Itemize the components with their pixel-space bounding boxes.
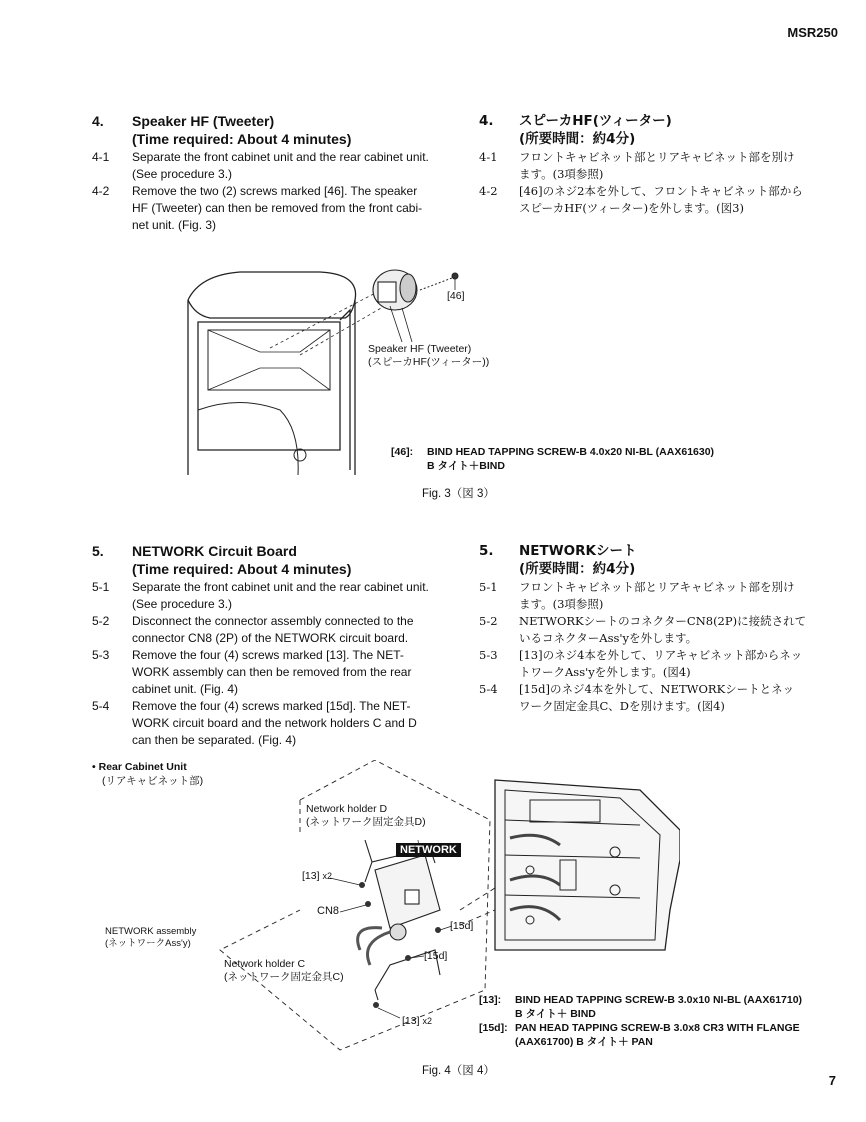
step-text-line: トワークAss'yを外します。(図4) [519,665,691,679]
step-4-1 [479,149,829,183]
step-list [92,149,442,234]
step-text-line: ます。(3項参照) [519,167,604,181]
step-5-4 [479,681,829,715]
fig3-screw-note [391,445,714,473]
step-5-1 [479,579,829,613]
step-number: 5-2 [92,614,110,628]
section-5-jp [479,542,829,715]
step-text-line: ます。(3項参照) [519,597,604,611]
assembly-en: NETWORK assembly [105,926,197,937]
screw-key: [15d]: [479,1022,508,1034]
step-number: 5-3 [92,648,110,662]
step-4-2 [479,183,829,217]
holder-c-jp: (ネットワーク固定金具C) [224,971,344,983]
section-number: 5. [479,543,494,559]
screw-desc-jp: B タイト＋ BIND [515,1008,596,1020]
label-13-bottom [402,1015,432,1027]
fig3-caption: Fig. 3（図 3） [422,488,495,500]
fig4-screw-notes [479,993,802,1049]
step-5-1 [92,579,442,613]
step-5-3 [92,647,442,698]
section-4-en [92,112,442,234]
fig3-speaker-label [368,343,489,369]
step-text-line: NETWORKシートのコネクターCN8(2P)に接続されて [519,614,807,628]
rear-cabinet-en: Rear Cabinet Unit [98,761,187,773]
section-title: NETWORK Circuit Board [132,543,297,559]
step-5-2 [92,613,442,647]
step-text-line: net unit. (Fig. 3) [132,218,217,232]
speaker-label-jp: (スピーカHF(ツィーター)) [368,356,490,368]
step-text-line: Separate the front cabinet unit and the rear cabinet unit. [132,580,429,594]
rear-cabinet-jp: (リアキャビネット部) [102,775,204,787]
step-number: 4-1 [92,150,110,164]
step-text-line: フロントキャビネット部とリアキャビネット部を別け [519,150,795,164]
section-time: (Time required: About 4 minutes) [132,561,352,577]
screw-desc: BIND HEAD TAPPING SCREW-B 4.0x20 NI-BL (AAX61630) [427,446,715,458]
step-text-line: フロントキャビネット部とリアキャビネット部を別け [519,580,795,594]
label-15d-b: [15d] [424,950,448,962]
assembly-label [105,926,196,950]
step-4-1 [92,149,442,183]
step-text-line: cabinet unit. (Fig. 4) [132,682,239,696]
step-text-line: ワーク固定金具C、Dを別けます。(図4) [519,699,725,713]
section-title: スピーカHF(ツィーター) [519,113,672,129]
step-5-4 [92,698,442,749]
step-text-line: [13]のネジ4本を外して、リアキャビネット部からネッ [519,648,803,662]
section-4-en-heading [92,112,442,148]
section-number: 5. [92,543,104,559]
step-number: 4-1 [479,150,498,164]
holder-d-en: Network holder D [306,803,388,815]
rear-cabinet-label [92,760,203,788]
step-text-line: WORK circuit board and the network holders C and D [132,716,417,730]
fig4-caption: Fig. 4（図 4） [422,1065,495,1077]
section-title: Speaker HF (Tweeter) [132,113,275,129]
label-13: [13] [302,870,320,882]
step-text-line: Disconnect the connector assembly connected to the [132,614,414,628]
label-15d-a: [15d] [450,920,474,932]
model-name: MSR250 [787,25,838,40]
section-number: 4. [479,113,494,129]
step-text-line: Remove the two (2) screws marked [46]. The speaker [132,184,418,198]
speaker-label-en: Speaker HF (Tweeter) [368,343,472,355]
step-text-line: [15d]のネジ4本を外して、NETWORKシートとネッ [519,682,795,696]
step-number: 5-1 [479,580,498,594]
section-5-en [92,542,442,749]
step-number: 5-2 [479,614,498,628]
section-time: (Time required: About 4 minutes) [132,131,352,147]
label-13: [13] [402,1015,420,1027]
qty-x2: x2 [322,871,332,881]
section-5-jp-heading [479,542,829,578]
step-5-3 [479,647,829,681]
step-list [92,579,442,749]
step-text-line: HF (Tweeter) can then be removed from the front cabi- [132,201,423,215]
screw-desc-jp: (AAX61700) B タイト＋ PAN [515,1036,653,1048]
step-text-line: [46]のネジ2本を外して、フロントキャビネット部から [519,184,803,198]
qty-x2: x2 [422,1016,432,1026]
section-title: NETWORKシート [519,543,637,559]
fig3-label-46: [46] [447,290,465,302]
section-4-jp [479,112,829,217]
step-text-line: Remove the four (4) screws marked [15d]. The NET- [132,699,411,713]
section-number: 4. [92,113,104,129]
step-number: 4-2 [479,184,498,198]
step-5-2 [479,613,829,647]
holder-d-jp: (ネットワーク固定金具D) [306,816,426,828]
step-number: 5-3 [479,648,498,662]
bullet-mark: • [92,761,96,773]
holder-c-label [224,958,344,984]
section-time: (所要時間：約4分) [519,561,636,577]
network-badge: NETWORK [396,843,461,857]
holder-c-en: Network holder C [224,958,306,970]
section-5-en-heading [92,542,442,578]
cn8-label: CN8 [317,905,340,917]
step-text-line: Remove the four (4) screws marked [13]. The NET- [132,648,404,662]
step-text-line: (See procedure 3.) [132,167,233,181]
step-text-line: connector CN8 (2P) of the NETWORK circuit board. [132,631,409,645]
step-list [479,149,829,217]
step-text-line: スピーカHF(ツィーター)を外します。(図3) [519,201,744,215]
step-4-2 [92,183,442,234]
step-number: 5-4 [479,682,498,696]
step-text-line: (See procedure 3.) [132,597,233,611]
step-number: 4-2 [92,184,110,198]
page-number: 7 [828,1073,836,1088]
section-time: (所要時間：約4分) [519,131,636,147]
screw-key: [46]: [391,446,414,458]
step-text-line: WORK assembly can then be removed from the rear [132,665,412,679]
screw-desc-jp: B タイト＋BIND [427,460,505,472]
step-number: 5-1 [92,580,110,594]
step-number: 5-4 [92,699,110,713]
screw-key: [13]: [479,994,502,1006]
assembly-jp: (ネットワークAss'y) [105,938,191,949]
step-text-line: Separate the front cabinet unit and the rear cabinet unit. [132,150,429,164]
label-13-top [302,870,332,882]
section-4-jp-heading [479,112,829,148]
screw-desc: BIND HEAD TAPPING SCREW-B 3.0x10 NI-BL (AAX61710) [515,994,803,1006]
screw-desc: PAN HEAD TAPPING SCREW-B 3.0x8 CR3 WITH FLANGE [515,1022,800,1034]
holder-d-label [306,803,426,829]
step-text-line: can then be separated. (Fig. 4) [132,733,297,747]
step-text-line: いるコネクターAss'yを外します。 [519,631,698,645]
step-list [479,579,829,715]
